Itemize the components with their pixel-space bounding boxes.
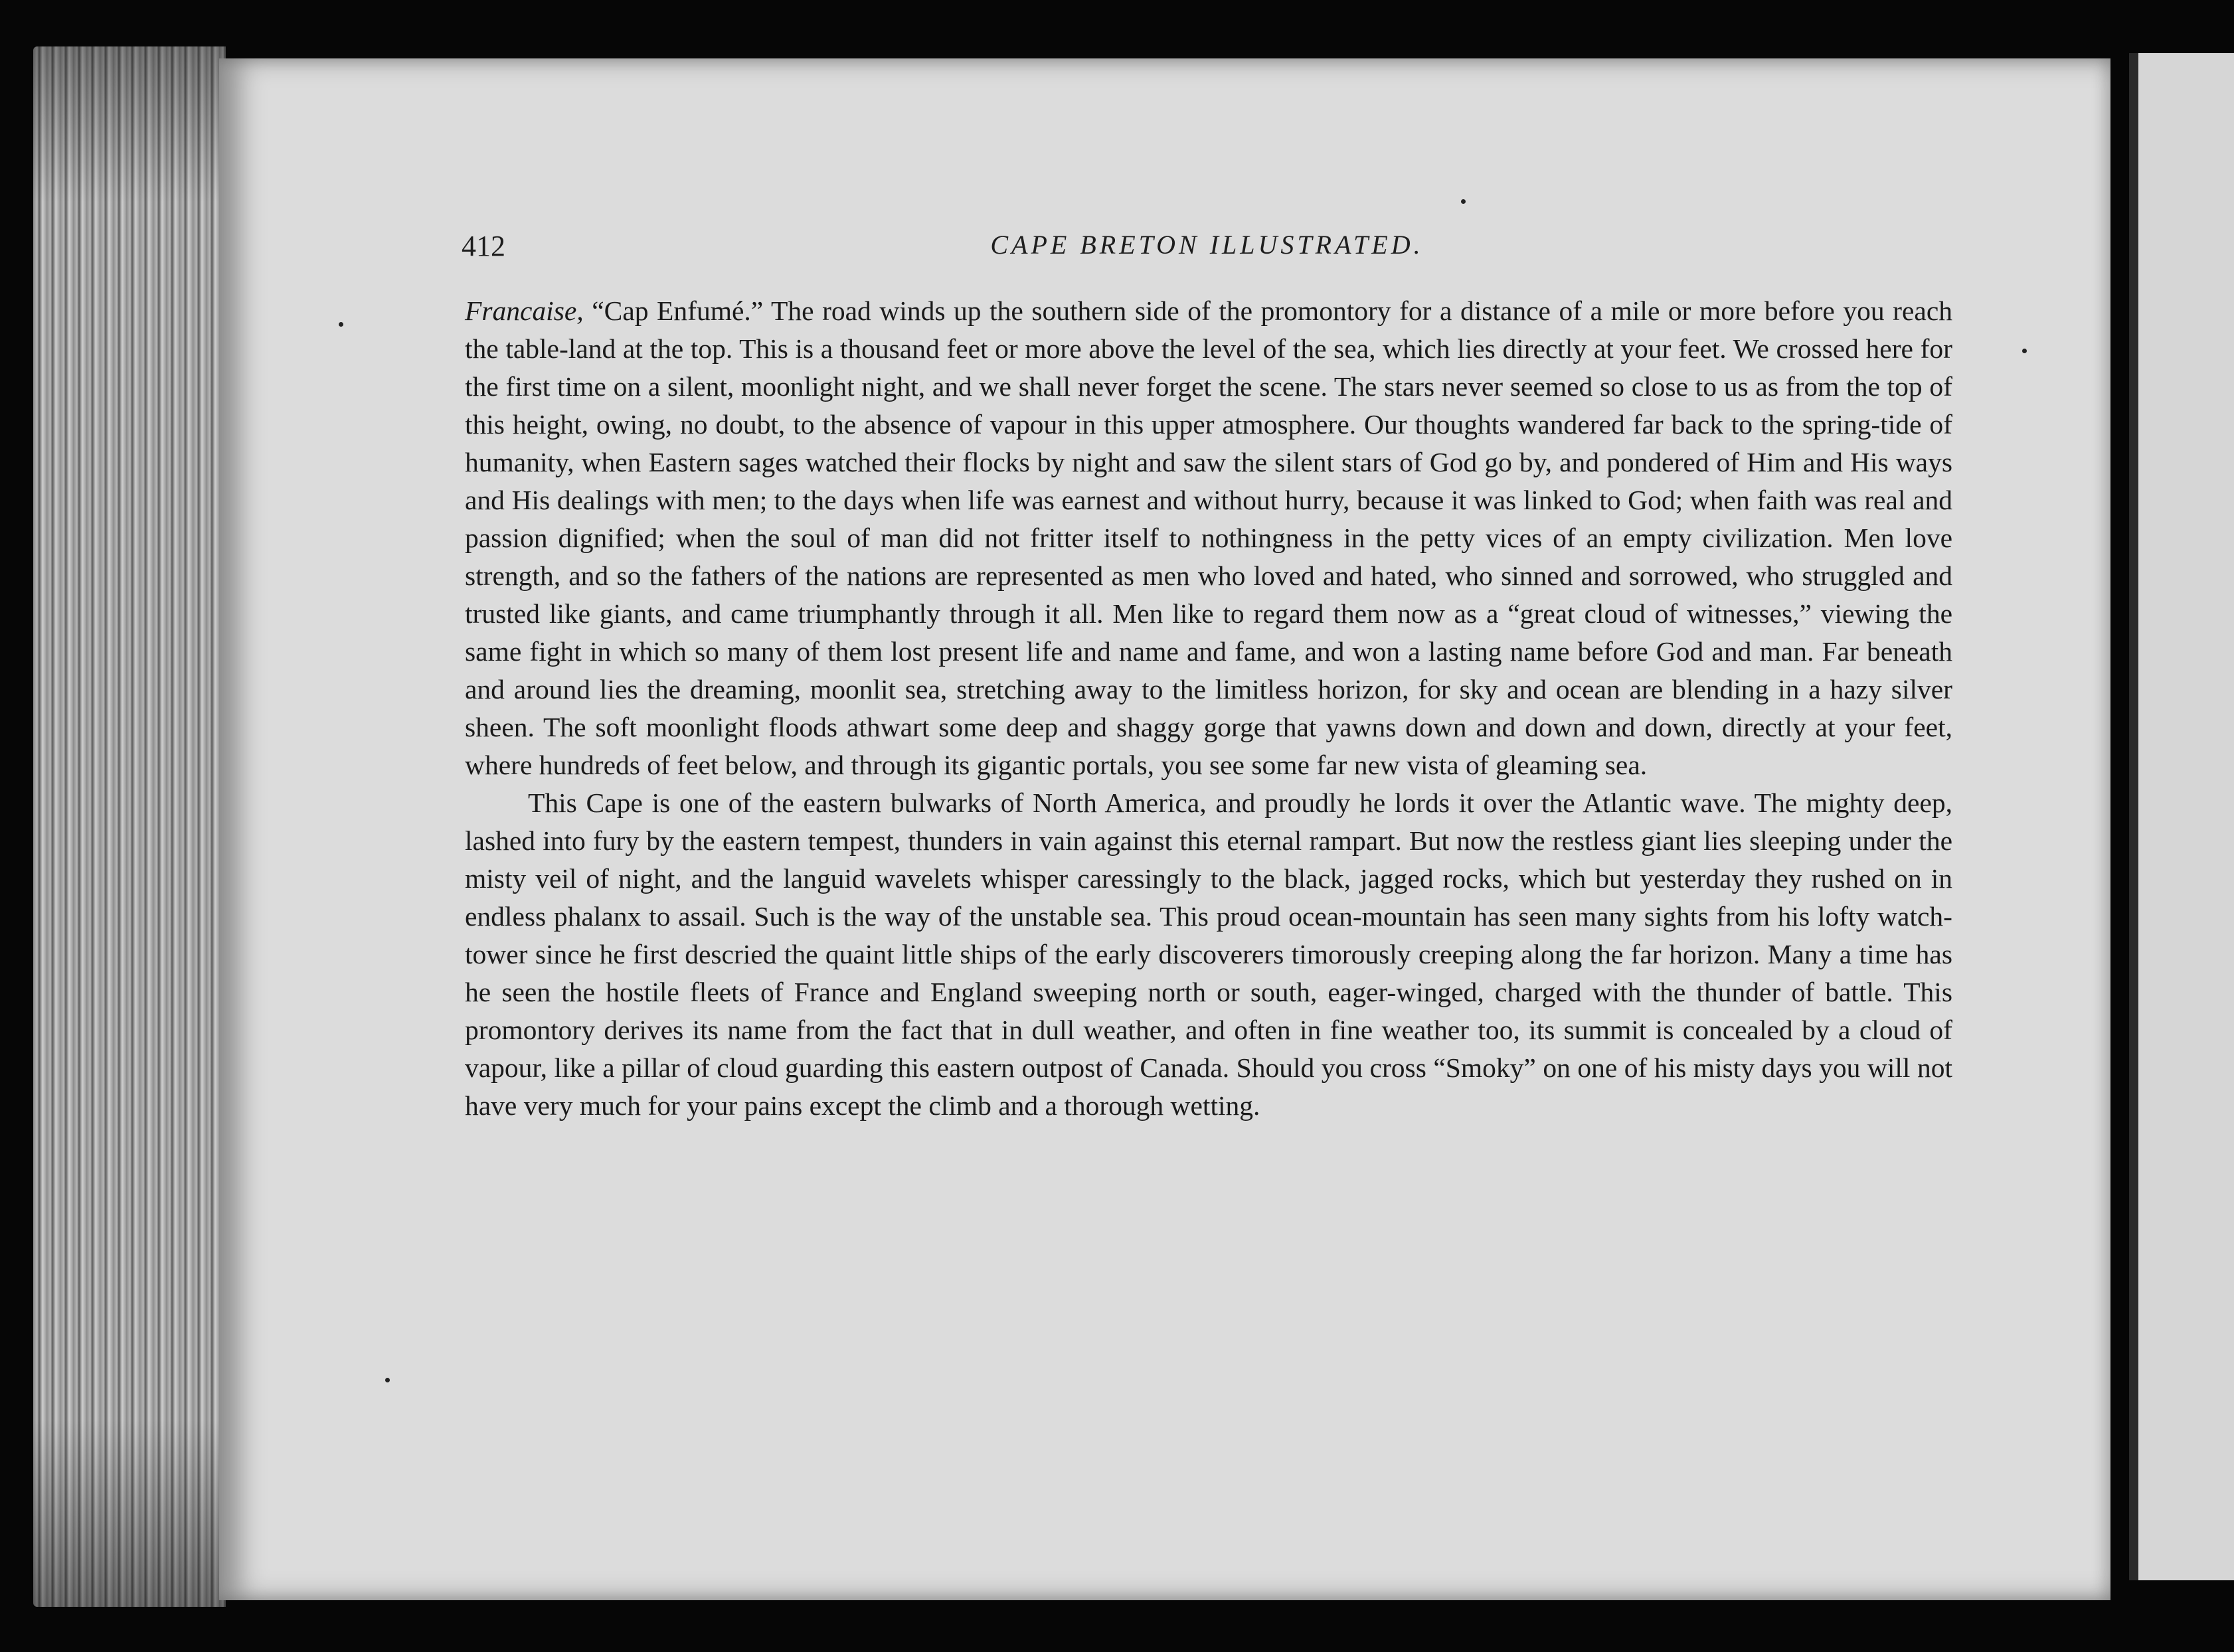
page-header (462, 229, 1952, 269)
book-page-edges (33, 46, 226, 1607)
dust-speck (339, 322, 343, 327)
dust-speck (1461, 199, 1466, 204)
adjacent-page-edge (2129, 53, 2234, 1580)
paragraph-1 (465, 292, 1952, 784)
paragraph-1-text: “Cap Enfumé.” The road winds up the southern side of the promontory for a distance of a mile or more before you reach the table-land at the top. This is a thousand feet or more above the level of the sea, which lies directly at your feet. We crossed here for the first time on a silent, moonlight night, and we shall never forget the scene. The stars never seemed so close to us as from the top of this height, owing, no doubt, to the absence of vapour in this upper atmosphere. Our thoughts wandered far back to the spring-tide of humanity, when Eastern sages watched their flocks by night and saw the silent stars of God go by, and pondered of Him and His ways and His dealings with men; to the days when life was earnest and without hurry, because it was linked to God; when faith was real and passion dignified; when the soul of man did not fritter itself to nothingness in the petty vices of an empty civilization. Men love strength, and so the fathers of the nations are represented as men who loved and hated, who sinned and sorrowed, who struggled and trusted like giants, and came triumphantly through it all. Men like to regard them now as a “great cloud of witnesses,” viewing the same fight in which so many of them lost present life and name and fame, and won a lasting name before God and man. Far beneath and around lies the dreaming, moonlit sea, stretching away to the limitless horizon, for sky and ocean are blending in a hazy silver sheen. The soft moonlight floods athwart some deep and shaggy gorge that yawns down and down and down, directly at your feet, where hundreds of feet below, and through its gigantic portals, you see some far new vista of gleaming sea. (465, 295, 1953, 780)
page-number: 412 (462, 230, 505, 262)
paragraph-2: This Cape is one of the eastern bulwarks of North America, and proudly he lords it over the Atlantic wave. The mighty deep, lashed into fury by the eastern tempest, thunders in vain against this eternal rampart. But now the restless giant lies sleeping under the misty veil of night, and the languid wavelets whisper caressingly to the black, jagged rocks, which but yesterday they rushed on in endless phalanx to assail. Such is the way of the unstable sea. This proud ocean-mountain has seen many sights from his lofty watch-tower since he first descried the quaint little ships of the early discoverers timorously creeping along the far horizon. Many a time has he seen the hostile fleets of France and England sweeping north or south, eager-winged, charged with the thunder of battle. This promontory derives its name from the fact that in dull weather, and often in fine weather too, its summit is concealed by a cloud of vapour, like a pillar of cloud guarding this eastern outpost of Canada. Should you cross “Smoky” on one of his misty days you will not have very much for your pains except the climb and a thorough wetting. (465, 787, 1952, 1121)
paragraph-1-italic-lead: Francaise, (465, 295, 584, 326)
running-title: CAPE BRETON ILLUSTRATED. (990, 230, 1424, 260)
dust-speck (385, 1378, 390, 1382)
dust-speck (2022, 349, 2027, 353)
body-text (465, 292, 1952, 1125)
